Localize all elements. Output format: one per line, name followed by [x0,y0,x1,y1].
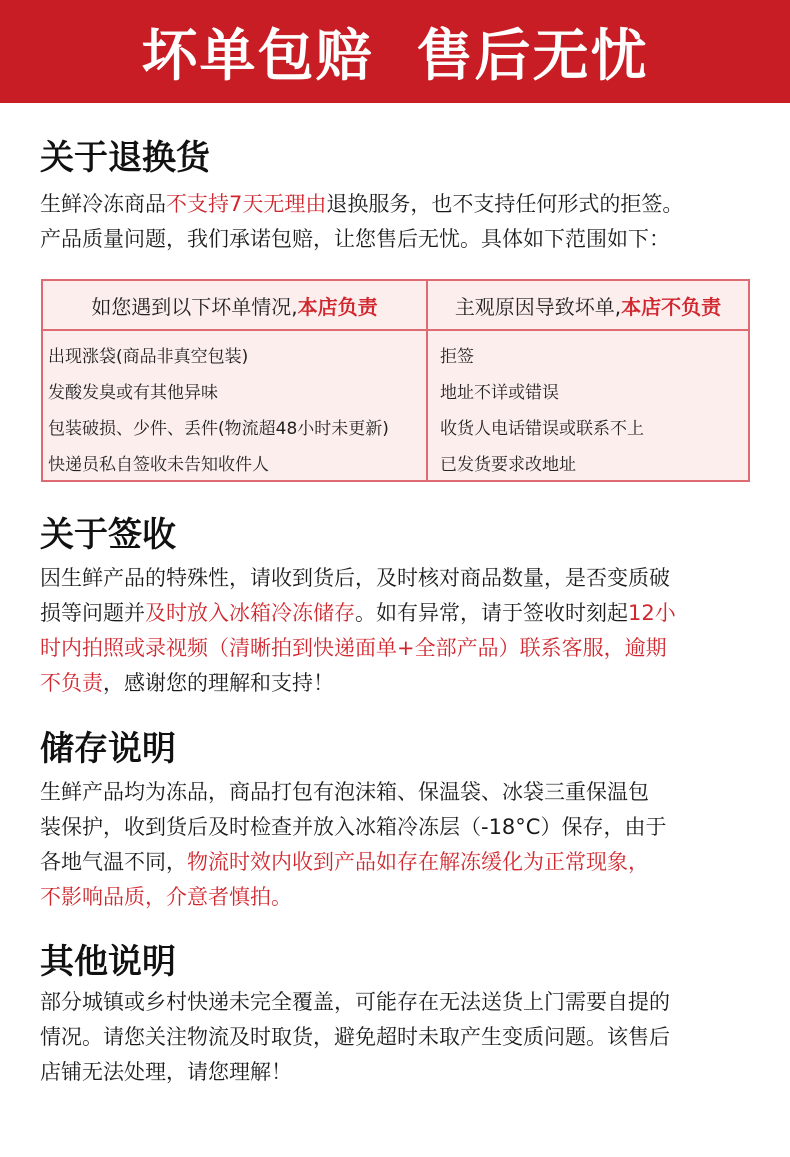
table-row: 已发货要求改地址 [440,455,576,475]
table-row: 快递员私自签收未告知收件人 [48,455,269,475]
returns-text [40,187,760,257]
receipt-line-2 [40,596,770,631]
storage-text [40,775,770,915]
returns-line-1 [40,187,760,222]
storage-line-3 [40,845,770,880]
receipt-line-3: 时内拍照或录视频（清晰拍到快递面单+全部产品）联系客服，逾期 [40,636,667,660]
returns-line-2: 产品质量问题，我们承诺包赔，让您售后无忧。具体如下范围如下： [40,227,670,251]
other-line-3: 店铺无法处理，请您理解！ [40,1060,292,1084]
receipt-text-b: 。如有异常，请于签收时刻起 [355,601,628,625]
storage-line-1: 生鲜产品均为冻品，商品打包有泡沫箱、保温袋、冰袋三重保温包 [40,780,649,804]
receipt-highlight-2: 12小 [628,601,676,625]
responsible-column [43,281,428,480]
receipt-text-a: 损等问题并 [40,601,145,625]
receipt-heading: 关于签收 [40,515,176,555]
not-responsible-header [428,281,748,331]
returns-highlight: 不支持7天无理由 [166,192,327,216]
returns-text-a: 生鲜冷冻商品 [40,192,166,216]
table-row: 发酸发臭或有其他异味 [48,383,218,403]
returns-section [40,138,760,178]
table-row: 拒签 [440,347,474,367]
receipt-text [40,561,770,701]
receipt-line-4 [40,666,770,701]
table-row: 地址不详或错误 [440,383,559,403]
liability-table [41,279,750,482]
other-section [40,942,760,982]
receipt-section [40,515,760,555]
receipt-text-c: ，感谢您的理解和支持！ [103,671,334,695]
storage-highlight-1: 物流时效内收到产品如存在解冻缓化为正常现象， [187,850,649,874]
responsible-header [43,281,426,331]
table-row: 出现涨袋(商品非真空包装) [48,347,249,367]
header-banner [0,0,790,103]
receipt-line-1: 因生鲜产品的特殊性，请收到货后，及时核对商品数量，是否变质破 [40,566,670,590]
other-line-1: 部分城镇或乡村快递未完全覆盖，可能存在无法送货上门需要自提的 [40,990,670,1014]
storage-heading: 储存说明 [40,729,176,769]
other-text [40,985,770,1090]
receipt-highlight-3: 不负责 [40,671,103,695]
other-heading: 其他说明 [40,942,176,982]
not-responsible-header-text: 主观原因导致坏单, [454,294,622,319]
responsible-header-text: 如您遇到以下坏单情况, [91,294,298,319]
receipt-highlight-1: 及时放入冰箱冷冻储存 [145,601,355,625]
banner-title: 坏单包赔 售后无忧 [141,23,649,89]
other-line-2: 情况。请您关注物流及时取货，避免超时未取产生变质问题。该售后 [40,1025,670,1049]
table-row: 包装破损、少件、丢件(物流超48小时未更新) [48,419,389,439]
storage-text-a: 各地气温不同， [40,850,187,874]
storage-line-4: 不影响品质，介意者慎拍。 [40,885,292,909]
returns-heading: 关于退换货 [40,138,210,178]
storage-section [40,729,760,769]
storage-line-2: 装保护，收到货后及时检查并放入冰箱冷冻层（-18°C）保存，由于 [40,815,667,839]
table-row: 收货人电话错误或联系不上 [440,419,644,439]
not-responsible-column [428,281,748,480]
not-responsible-header-highlight: 本店不负责 [621,294,722,319]
responsible-header-highlight: 本店负责 [297,294,378,319]
returns-text-b: 退换服务，也不支持任何形式的拒签。 [326,192,684,216]
